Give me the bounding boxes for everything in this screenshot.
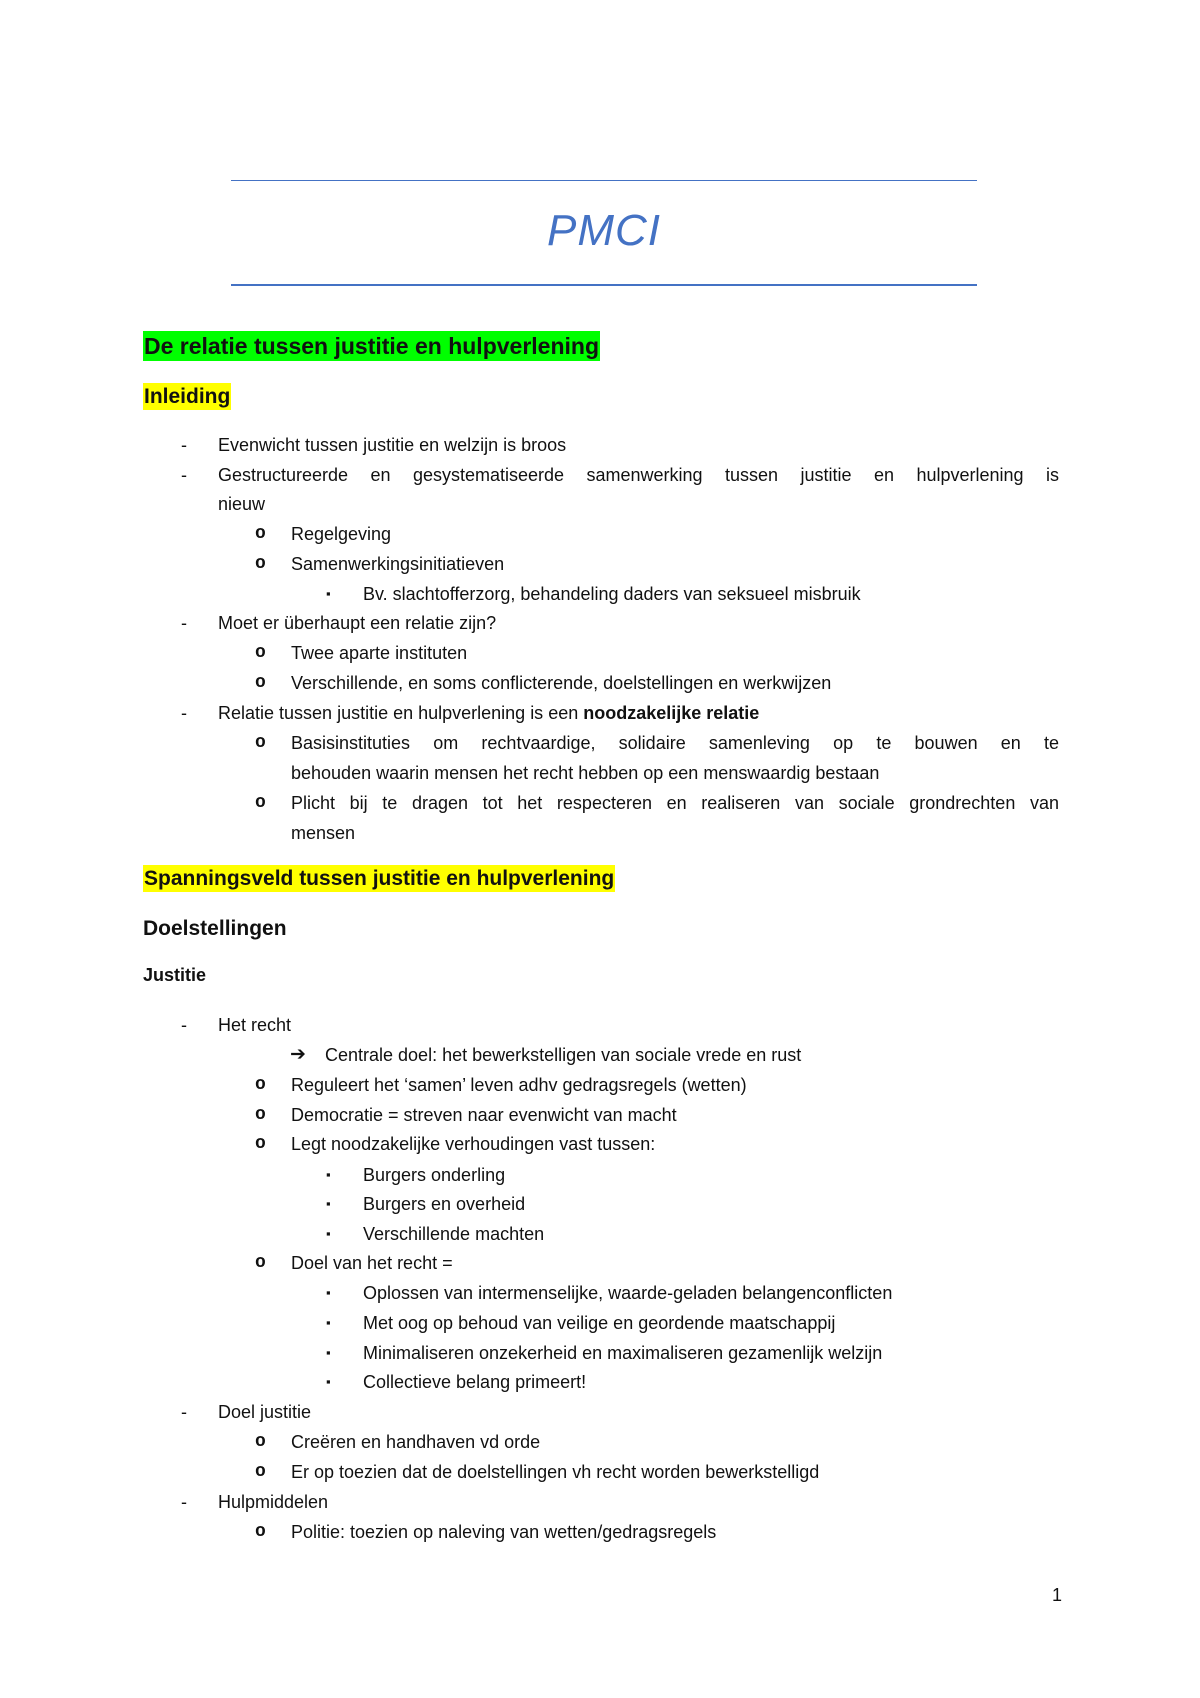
list-item: Met oog op behoud van veilige en geordende maatschappij xyxy=(363,1313,836,1333)
list-item: Collectieve belang primeert! xyxy=(363,1372,587,1392)
list-item-continuation: nieuw xyxy=(218,494,266,514)
list-item: Gestructureerde en gesystematiseerde samenwerking tussen justitie en hulpverlening is xyxy=(218,465,1059,485)
square-bullet: ▪ xyxy=(326,1226,331,1241)
list-item-continuation: behouden waarin mensen het recht hebben op een menswaardig bestaan xyxy=(291,763,880,783)
square-bullet: ▪ xyxy=(326,1345,331,1360)
title-rule-top xyxy=(231,180,977,181)
subheading-justitie: Justitie xyxy=(143,965,207,985)
list-item: Evenwicht tussen justitie en welzijn is broos xyxy=(218,435,567,455)
section-heading-relatie: De relatie tussen justitie en hulpverlening xyxy=(144,333,600,359)
bold-term: noodzakelijke relatie xyxy=(583,703,760,723)
dash-bullet: - xyxy=(181,1402,187,1422)
list-item: Burgers onderling xyxy=(363,1165,506,1185)
square-bullet: ▪ xyxy=(326,1285,331,1300)
arrow-icon: ➔ xyxy=(290,1044,306,1065)
square-bullet: ▪ xyxy=(326,1196,331,1211)
circle-bullet: o xyxy=(255,1462,266,1482)
list-item: Minimaliseren onzekerheid en maximaliseren gezamenlijk welzijn xyxy=(363,1343,883,1363)
list-item: Twee aparte instituten xyxy=(291,643,468,663)
list-item: Samenwerkingsinitiatieven xyxy=(291,554,505,574)
list-item: Democratie = streven naar evenwicht van macht xyxy=(291,1105,677,1125)
square-bullet: ▪ xyxy=(326,1374,331,1389)
circle-bullet: o xyxy=(255,733,266,753)
circle-bullet: o xyxy=(255,1075,266,1095)
list-item: Relatie tussen justitie en hulpverlening is een noodzakelijke relatie xyxy=(218,703,760,723)
list-item: Politie: toezien op naleving van wetten/gedragsregels xyxy=(291,1522,717,1542)
circle-bullet: o xyxy=(255,1253,266,1273)
dash-bullet: - xyxy=(181,1015,187,1035)
circle-bullet: o xyxy=(255,793,266,813)
list-item: Hulpmiddelen xyxy=(218,1492,329,1512)
circle-bullet: o xyxy=(255,1522,266,1542)
list-item: Verschillende, en soms conflicterende, doelstellingen en werkwijzen xyxy=(291,673,832,693)
circle-bullet: o xyxy=(255,673,266,693)
list-item: Doel van het recht = xyxy=(291,1253,453,1273)
list-item: Legt noodzakelijke verhoudingen vast tussen: xyxy=(291,1134,656,1154)
title-rule-bottom xyxy=(231,284,977,286)
list-item: Burgers en overheid xyxy=(363,1194,526,1214)
list-item: Centrale doel: het bewerkstelligen van sociale vrede en rust xyxy=(325,1045,802,1065)
list-item: Basisinstituties om rechtvaardige, solidaire samenleving op te bouwen en te xyxy=(291,733,1059,753)
list-item: Het recht xyxy=(218,1015,292,1035)
subheading-inleiding: Inleiding xyxy=(144,385,231,408)
circle-bullet: o xyxy=(255,524,266,544)
square-bullet: ▪ xyxy=(326,586,331,601)
dash-bullet: - xyxy=(181,435,187,455)
list-item: Moet er überhaupt een relatie zijn? xyxy=(218,613,497,633)
list-item: Plicht bij te dragen tot het respecteren en realiseren van sociale grondrechten van xyxy=(291,793,1059,813)
list-item: Bv. slachtofferzorg, behandeling daders van seksueel misbruik xyxy=(363,584,861,604)
list-item-continuation: mensen xyxy=(291,823,356,843)
list-item: Doel justitie xyxy=(218,1402,312,1422)
list-item: Er op toezien dat de doelstellingen vh recht worden bewerkstelligd xyxy=(291,1462,820,1482)
dash-bullet: - xyxy=(181,1492,187,1512)
document-title: PMCI xyxy=(547,206,661,255)
dash-bullet: - xyxy=(181,613,187,633)
square-bullet: ▪ xyxy=(326,1315,331,1330)
page-number: 1 xyxy=(1052,1585,1063,1605)
dash-bullet: - xyxy=(181,703,187,723)
list-item: Verschillende machten xyxy=(363,1224,545,1244)
list-item: Oplossen van intermenselijke, waarde-geladen belangenconflicten xyxy=(363,1283,893,1303)
circle-bullet: o xyxy=(255,643,266,663)
circle-bullet: o xyxy=(255,554,266,574)
subheading-doelstellingen: Doelstellingen xyxy=(143,917,287,940)
section-heading-spanningsveld: Spanningsveld tussen justitie en hulpverlening xyxy=(144,867,615,890)
list-item: Reguleert het ‘samen’ leven adhv gedragsregels (wetten) xyxy=(291,1075,747,1095)
dash-bullet: - xyxy=(181,465,187,485)
circle-bullet: o xyxy=(255,1432,266,1452)
list-item: Creëren en handhaven vd orde xyxy=(291,1432,541,1452)
circle-bullet: o xyxy=(255,1134,266,1154)
circle-bullet: o xyxy=(255,1105,266,1125)
list-item: Regelgeving xyxy=(291,524,392,544)
square-bullet: ▪ xyxy=(326,1167,331,1182)
